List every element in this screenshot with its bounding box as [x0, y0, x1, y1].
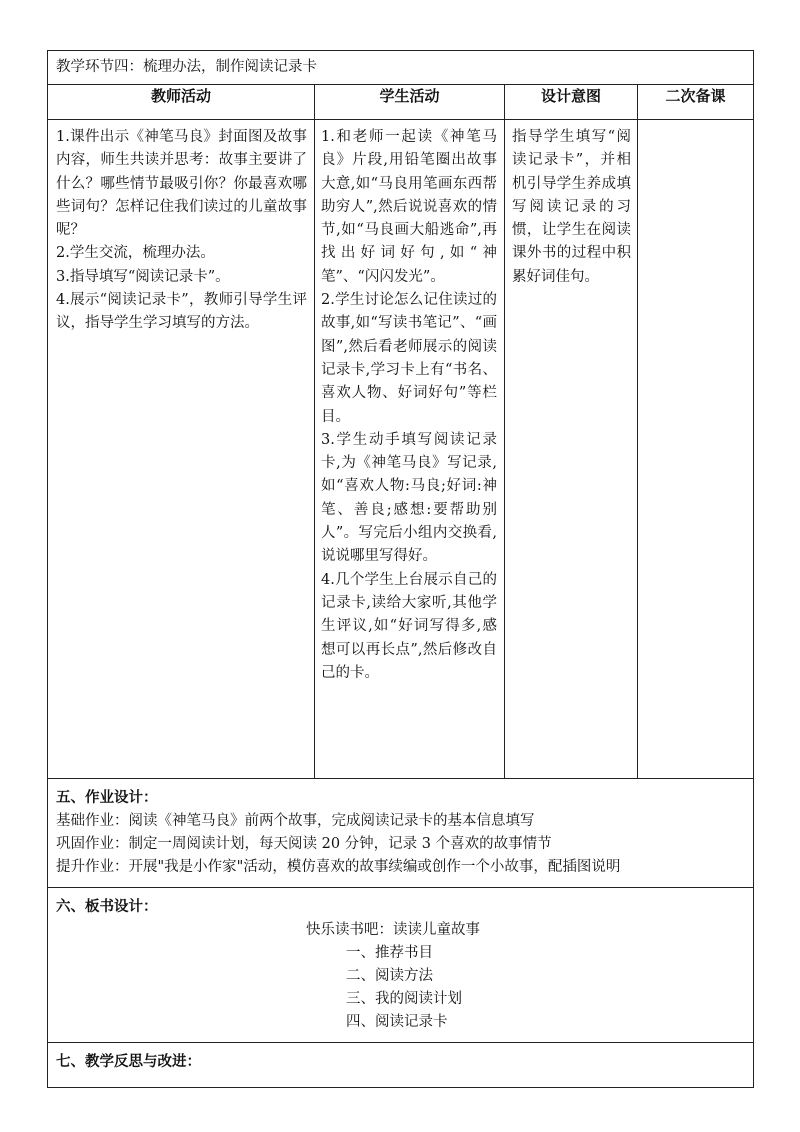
- student-activity-item: 2.学生讨论怎么记住读过的故事,如“写读书笔记”、“画图”,然后看老师展示的阅读记录卡,学习卡上有“书名、喜欢人物、好词好句”等栏目。: [321, 292, 497, 425]
- header-student-activity: 学生活动: [315, 85, 505, 120]
- board-design-section: [48, 888, 754, 1043]
- header-second-prep: 二次备课: [638, 85, 754, 120]
- segment-title: 教学环节四：梳理办法，制作阅读记录卡: [48, 51, 754, 85]
- teacher-activity-item: 1.课件出示《神笔马良》封面图及故事内容，师生共读并思考：故事主要讲了什么？哪些情节最吸引你？你最喜欢哪些词句？怎样记住我们读过的儿童故事呢？: [56, 129, 307, 239]
- lesson-plan-table: [47, 50, 754, 1088]
- teacher-activity-cell: [48, 120, 315, 779]
- header-teacher-activity: 教师活动: [48, 85, 315, 120]
- board-content: [56, 919, 745, 1034]
- board-line: 三、我的阅读计划: [346, 991, 462, 1007]
- reflection-section: [48, 1043, 754, 1088]
- design-intent-cell: [505, 120, 638, 779]
- student-activity-item: 1.和老师一起读《神笔马良》片段,用铅笔圈出故事大意,如“马良用笔画东西帮助穷人”,然后说说喜欢的情节,如“马良画大船逃命”,再找出好词好句,如“神笔”、“闪闪发光”。: [321, 129, 497, 285]
- teacher-activity-item: 4.展示“阅读记录卡”，教师引导学生评议，指导学生学习填写的方法。: [56, 292, 307, 332]
- lesson-plan-page: [47, 50, 753, 1088]
- homework-item-advanced: 提升作业：开展"我是小作家"活动，模仿喜欢的故事续编或创作一个小故事，配插图说明: [56, 859, 621, 875]
- board-title: 快乐读书吧：读读儿童故事: [306, 922, 480, 938]
- reflection-heading: 七、教学反思与改进：: [56, 1054, 201, 1070]
- board-line: 四、阅读记录卡: [346, 1014, 448, 1030]
- teacher-activity-item: 2.学生交流，梳理办法。: [56, 245, 215, 262]
- activity-row: [48, 120, 754, 779]
- header-design-intent: 设计意图: [505, 85, 638, 120]
- design-intent-text: 指导学生填写“阅读记录卡”，并相机引导学生养成填写阅读记录的习惯，让学生在阅读课外书的过程中积累好词佳句。: [512, 129, 631, 285]
- board-line: 二、阅读方法: [346, 968, 433, 984]
- teacher-activity-item: 3.指导填写“阅读记录卡”。: [56, 268, 230, 285]
- homework-item-consolidate: 巩固作业：制定一周阅读计划，每天阅读 20 分钟，记录 3 个喜欢的故事情节: [56, 836, 552, 852]
- board-heading: 六、板书设计：: [56, 899, 158, 915]
- student-activity-item: 3.学生动手填写阅读记录卡,为《神笔马良》写记录,如“喜欢人物:马良;好词:神笔、善良;感想:要帮助别人”。写完后小组内交换看,说说哪里写得好。: [321, 431, 497, 565]
- homework-heading: 五、作业设计：: [56, 790, 158, 806]
- homework-item-basic: 基础作业：阅读《神笔马良》前两个故事，完成阅读记录卡的基本信息填写: [56, 813, 535, 829]
- second-prep-cell: [638, 120, 754, 779]
- student-activity-cell: [315, 120, 505, 779]
- homework-section: [48, 779, 754, 888]
- board-line: 一、推荐书目: [346, 945, 433, 961]
- student-activity-item: 4.几个学生上台展示自己的记录卡,读给大家听,其他学生评议,如“好词写得多,感想可以再长点”,然后修改自己的卡。: [321, 571, 497, 681]
- table-header-row: [48, 85, 754, 120]
